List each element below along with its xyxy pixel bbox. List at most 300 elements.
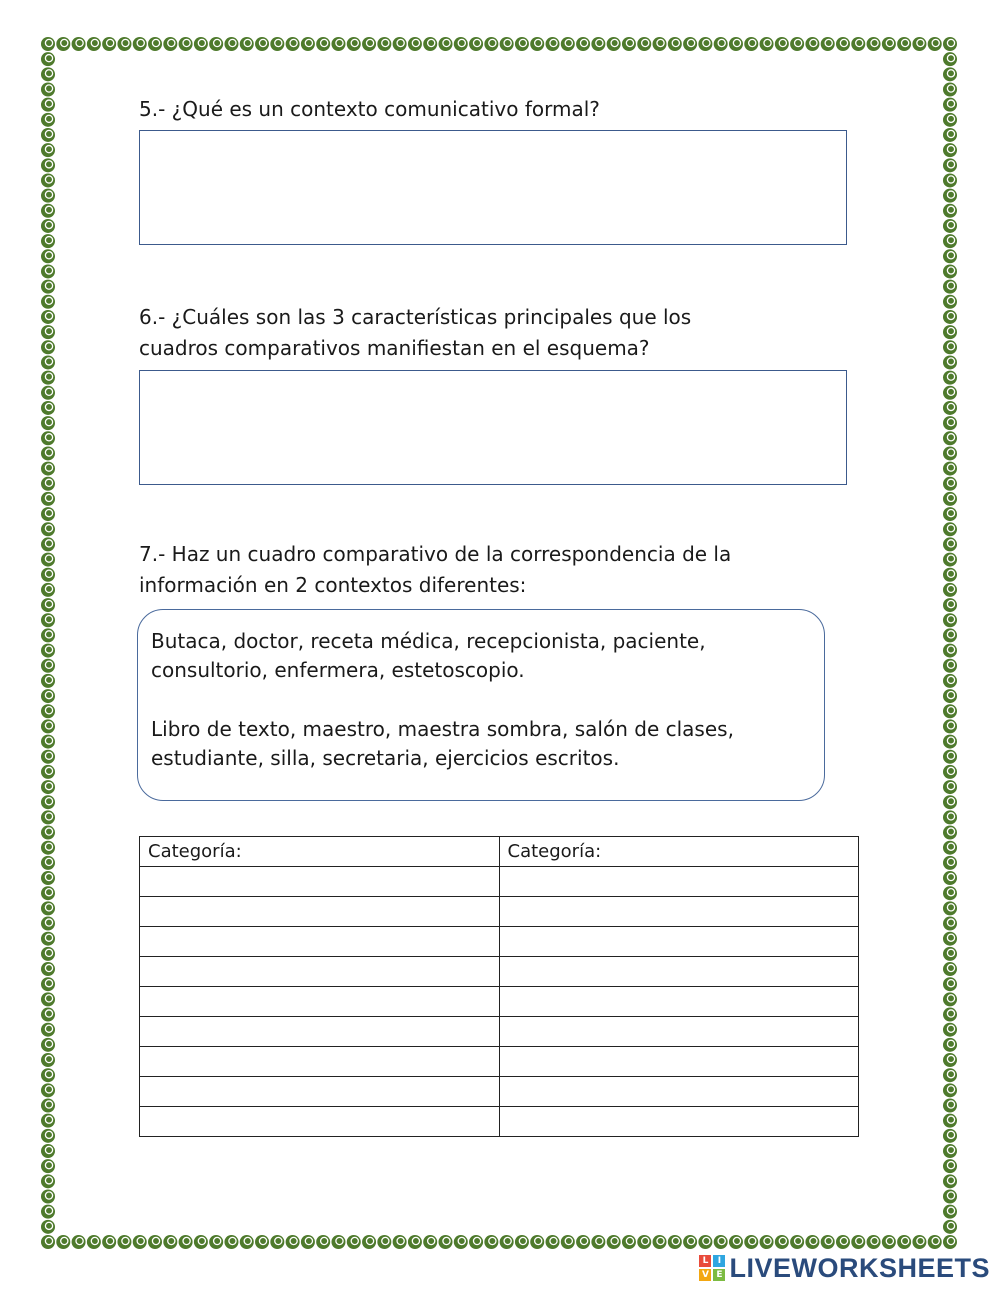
- border-swirl: [286, 37, 300, 51]
- logo-tile: I: [713, 1255, 725, 1267]
- border-swirl: [362, 37, 376, 51]
- border-swirl: [912, 37, 926, 51]
- border-swirl: [744, 37, 758, 51]
- logo-tile: E: [713, 1269, 725, 1281]
- border-swirl: [668, 37, 682, 51]
- border-swirl: [41, 128, 55, 142]
- border-swirl: [546, 37, 560, 51]
- border-swirl: [729, 37, 743, 51]
- border-swirl: [408, 37, 422, 51]
- table-cell-left[interactable]: [140, 1047, 500, 1077]
- border-swirl: [41, 143, 55, 157]
- border-swirl: [943, 871, 957, 885]
- border-swirl: [943, 143, 957, 157]
- border-swirl: [41, 810, 55, 824]
- border-swirl: [87, 1235, 101, 1249]
- border-swirl: [760, 1235, 774, 1249]
- table-row: [140, 1047, 859, 1077]
- border-swirl: [255, 37, 269, 51]
- border-swirl: [41, 1220, 55, 1234]
- logo-tile: L: [699, 1255, 711, 1267]
- border-swirl: [41, 1008, 55, 1022]
- border-swirl: [882, 37, 896, 51]
- border-swirl: [41, 340, 55, 354]
- border-swirl: [943, 219, 957, 233]
- border-swirl: [943, 477, 957, 491]
- border-swirl: [41, 583, 55, 597]
- border-swirl: [41, 1235, 55, 1249]
- border-swirl: [943, 1220, 957, 1234]
- border-swirl: [41, 750, 55, 764]
- border-swirl: [943, 1235, 957, 1249]
- border-swirl: [698, 37, 712, 51]
- border-swirl: [41, 628, 55, 642]
- border-swirl: [194, 37, 208, 51]
- border-swirl: [943, 704, 957, 718]
- border-swirl: [729, 1235, 743, 1249]
- border-swirl: [943, 234, 957, 248]
- border-swirl: [943, 1144, 957, 1158]
- table-cell-right[interactable]: [499, 1017, 859, 1047]
- border-swirl: [240, 1235, 254, 1249]
- border-swirl: [943, 158, 957, 172]
- border-swirl: [943, 204, 957, 218]
- comparison-table: [139, 836, 859, 1137]
- border-swirl: [943, 628, 957, 642]
- border-swirl: [41, 780, 55, 794]
- border-swirl: [882, 1235, 896, 1249]
- border-swirl: [943, 947, 957, 961]
- border-swirl: [41, 1205, 55, 1219]
- border-swirl: [622, 37, 636, 51]
- border-swirl: [943, 1190, 957, 1204]
- border-swirl: [41, 1129, 55, 1143]
- border-swirl: [943, 340, 957, 354]
- liveworksheets-logo-icon: [699, 1255, 725, 1281]
- border-swirl: [41, 1159, 55, 1173]
- word-bank-box: [137, 609, 825, 801]
- border-swirl: [744, 1235, 758, 1249]
- border-swirl: [943, 522, 957, 536]
- border-swirl: [41, 765, 55, 779]
- brand-name: LIVEWORKSHEETS: [729, 1252, 990, 1283]
- liveworksheets-watermark: [699, 1251, 990, 1285]
- border-swirl: [943, 598, 957, 612]
- question-6: [139, 302, 691, 364]
- border-swirl: [41, 249, 55, 263]
- border-swirl: [163, 37, 177, 51]
- border-swirl: [943, 264, 957, 278]
- border-swirl: [41, 719, 55, 733]
- border-swirl: [255, 1235, 269, 1249]
- table-cell-left[interactable]: [140, 867, 500, 897]
- table-row: [140, 1107, 859, 1137]
- border-swirl: [943, 613, 957, 627]
- table-row: [140, 987, 859, 1017]
- border-swirl: [41, 507, 55, 521]
- question-7-line-2: información en 2 contextos diferentes:: [139, 573, 527, 597]
- table-row: [140, 957, 859, 987]
- border-swirl: [347, 37, 361, 51]
- border-swirl: [224, 37, 238, 51]
- border-swirl: [41, 462, 55, 476]
- border-swirl: [41, 598, 55, 612]
- border-swirl: [41, 446, 55, 460]
- border-swirl: [607, 1235, 621, 1249]
- border-swirl: [179, 37, 193, 51]
- border-swirl: [393, 37, 407, 51]
- border-swirl: [41, 158, 55, 172]
- table-row: [140, 927, 859, 957]
- border-swirl: [943, 644, 957, 658]
- border-swirl: [943, 416, 957, 430]
- border-swirl: [117, 1235, 131, 1249]
- border-swirl: [41, 1099, 55, 1113]
- border-swirl: [377, 1235, 391, 1249]
- border-swirl: [224, 1235, 238, 1249]
- border-swirl: [41, 537, 55, 551]
- border-swirl: [943, 735, 957, 749]
- table-cell-left[interactable]: [140, 957, 500, 987]
- border-swirl: [576, 37, 590, 51]
- table-cell-left[interactable]: [140, 927, 500, 957]
- border-swirl: [530, 37, 544, 51]
- border-swirl: [41, 204, 55, 218]
- border-swirl: [41, 355, 55, 369]
- border-swirl: [943, 492, 957, 506]
- border-swirl: [41, 280, 55, 294]
- border-swirl: [943, 719, 957, 733]
- border-swirl: [41, 37, 55, 51]
- border-swirl: [41, 735, 55, 749]
- border-swirl: [683, 1235, 697, 1249]
- border-swirl: [805, 1235, 819, 1249]
- border-swirl: [943, 765, 957, 779]
- border-swirl: [454, 1235, 468, 1249]
- border-swirl: [943, 386, 957, 400]
- category-header-1: Categoría:: [140, 837, 500, 867]
- border-swirl: [821, 1235, 835, 1249]
- border-swirl: [41, 477, 55, 491]
- border-swirl: [133, 37, 147, 51]
- border-swirl: [867, 1235, 881, 1249]
- table-row: [140, 1077, 859, 1107]
- border-swirl: [653, 1235, 667, 1249]
- border-swirl: [102, 37, 116, 51]
- border-swirl: [41, 67, 55, 81]
- question-6-line-2: cuadros comparativos manifiestan en el esquema?: [139, 336, 650, 360]
- word-group-medical-line-2: consultorio, enfermera, estetoscopio.: [151, 658, 525, 682]
- border-swirl: [943, 1038, 957, 1052]
- border-swirl: [760, 37, 774, 51]
- border-swirl: [41, 264, 55, 278]
- border-swirl: [683, 37, 697, 51]
- border-swirl: [943, 128, 957, 142]
- border-swirl: [561, 37, 575, 51]
- border-swirl: [87, 37, 101, 51]
- border-swirl: [943, 977, 957, 991]
- border-swirl: [41, 992, 55, 1006]
- border-swirl: [41, 416, 55, 430]
- table-cell-left[interactable]: [140, 897, 500, 927]
- border-swirl: [209, 37, 223, 51]
- border-swirl: [41, 401, 55, 415]
- border-swirl: [943, 856, 957, 870]
- border-swirl: [41, 113, 55, 127]
- border-swirl: [316, 1235, 330, 1249]
- word-group-school: [151, 715, 824, 773]
- question-6-line-1: 6.- ¿Cuáles son las 3 características principales que los: [139, 305, 692, 329]
- border-swirl: [133, 1235, 147, 1249]
- border-swirl: [500, 1235, 514, 1249]
- border-swirl: [286, 1235, 300, 1249]
- border-swirl: [148, 37, 162, 51]
- answer-box-question-6[interactable]: [139, 370, 847, 485]
- border-swirl: [591, 1235, 605, 1249]
- border-swirl: [943, 52, 957, 66]
- border-swirl: [454, 37, 468, 51]
- border-swirl: [943, 1023, 957, 1037]
- border-swirl: [943, 689, 957, 703]
- border-swirl: [270, 1235, 284, 1249]
- border-swirl: [943, 1114, 957, 1128]
- border-swirl: [41, 886, 55, 900]
- border-swirl: [943, 553, 957, 567]
- border-swirl: [41, 1023, 55, 1037]
- table-row: [140, 897, 859, 927]
- border-swirl: [943, 962, 957, 976]
- border-swirl: [821, 37, 835, 51]
- border-swirl: [41, 674, 55, 688]
- table-cell-right[interactable]: [499, 1077, 859, 1107]
- border-swirl: [943, 98, 957, 112]
- border-swirl: [408, 1235, 422, 1249]
- border-swirl: [943, 82, 957, 96]
- logo-tile: V: [699, 1269, 711, 1281]
- border-swirl: [41, 871, 55, 885]
- border-swirl: [41, 932, 55, 946]
- border-swirl: [943, 750, 957, 764]
- border-swirl: [943, 826, 957, 840]
- border-swirl: [423, 37, 437, 51]
- border-swirl: [943, 886, 957, 900]
- border-swirl: [943, 568, 957, 582]
- border-swirl: [41, 1114, 55, 1128]
- border-swirl: [928, 1235, 942, 1249]
- border-swirl: [56, 1235, 70, 1249]
- border-swirl: [561, 1235, 575, 1249]
- border-swirl: [41, 659, 55, 673]
- table-row: [140, 1017, 859, 1047]
- border-swirl: [530, 1235, 544, 1249]
- border-swirl: [163, 1235, 177, 1249]
- border-swirl: [41, 826, 55, 840]
- border-swirl: [943, 901, 957, 915]
- border-swirl: [117, 37, 131, 51]
- border-swirl: [943, 401, 957, 415]
- table-cell-right[interactable]: [499, 867, 859, 897]
- word-group-medical: [151, 627, 824, 685]
- border-swirl: [41, 1068, 55, 1082]
- border-swirl: [943, 280, 957, 294]
- question-7: [139, 539, 731, 601]
- border-swirl: [943, 446, 957, 460]
- border-swirl: [943, 537, 957, 551]
- border-swirl: [41, 1053, 55, 1067]
- border-swirl: [41, 644, 55, 658]
- table-cell-left[interactable]: [140, 1017, 500, 1047]
- border-swirl: [943, 1099, 957, 1113]
- border-swirl: [943, 325, 957, 339]
- border-swirl: [240, 37, 254, 51]
- border-swirl: [41, 962, 55, 976]
- border-swirl: [438, 37, 452, 51]
- border-swirl: [943, 67, 957, 81]
- border-swirl: [943, 1129, 957, 1143]
- border-swirl: [41, 1038, 55, 1052]
- border-swirl: [41, 1190, 55, 1204]
- border-swirl: [943, 1008, 957, 1022]
- border-swirl: [41, 841, 55, 855]
- border-swirl: [500, 37, 514, 51]
- border-swirl: [775, 37, 789, 51]
- border-swirl: [515, 1235, 529, 1249]
- border-swirl: [41, 1083, 55, 1097]
- border-swirl: [912, 1235, 926, 1249]
- table-cell-right[interactable]: [499, 1107, 859, 1137]
- border-swirl: [41, 613, 55, 627]
- border-swirl: [897, 1235, 911, 1249]
- border-swirl: [775, 1235, 789, 1249]
- table-cell-left[interactable]: [140, 987, 500, 1017]
- table-row: [140, 867, 859, 897]
- border-swirl: [943, 355, 957, 369]
- border-swirl: [943, 1159, 957, 1173]
- border-swirl: [484, 37, 498, 51]
- border-swirl: [943, 841, 957, 855]
- border-swirl: [41, 295, 55, 309]
- border-swirl: [469, 37, 483, 51]
- table-cell-right[interactable]: [499, 957, 859, 987]
- border-swirl: [41, 310, 55, 324]
- border-swirl: [867, 37, 881, 51]
- border-swirl: [41, 1174, 55, 1188]
- border-swirl: [377, 37, 391, 51]
- border-swirl: [179, 1235, 193, 1249]
- border-swirl: [41, 689, 55, 703]
- border-swirl: [851, 37, 865, 51]
- border-swirl: [943, 1174, 957, 1188]
- border-swirl: [546, 1235, 560, 1249]
- border-swirl: [943, 173, 957, 187]
- border-swirl: [41, 917, 55, 931]
- border-swirl: [331, 1235, 345, 1249]
- border-swirl: [943, 1205, 957, 1219]
- border-swirl: [41, 52, 55, 66]
- border-swirl: [423, 1235, 437, 1249]
- question-7-line-1: 7.- Haz un cuadro comparativo de la correspondencia de la: [139, 542, 732, 566]
- answer-box-question-5[interactable]: [139, 130, 847, 245]
- border-swirl: [943, 583, 957, 597]
- border-swirl: [805, 37, 819, 51]
- border-swirl: [41, 1144, 55, 1158]
- border-swirl: [41, 492, 55, 506]
- border-swirl: [943, 1068, 957, 1082]
- border-swirl: [393, 1235, 407, 1249]
- border-swirl: [194, 1235, 208, 1249]
- border-swirl: [607, 37, 621, 51]
- border-swirl: [790, 1235, 804, 1249]
- border-swirl: [301, 37, 315, 51]
- border-swirl: [836, 37, 850, 51]
- word-group-medical-line-1: Butaca, doctor, receta médica, recepcionista, paciente,: [151, 629, 706, 653]
- border-swirl: [943, 113, 957, 127]
- border-swirl: [943, 462, 957, 476]
- border-swirl: [943, 932, 957, 946]
- border-swirl: [41, 704, 55, 718]
- table-cell-right[interactable]: [499, 897, 859, 927]
- border-swirl: [943, 310, 957, 324]
- border-swirl: [438, 1235, 452, 1249]
- border-swirl: [836, 1235, 850, 1249]
- border-swirl: [943, 37, 957, 51]
- border-swirl: [515, 37, 529, 51]
- border-swirl: [56, 37, 70, 51]
- table-cell-right[interactable]: [499, 1047, 859, 1077]
- border-swirl: [41, 568, 55, 582]
- border-swirl: [484, 1235, 498, 1249]
- border-swirl: [72, 1235, 86, 1249]
- border-swirl: [148, 1235, 162, 1249]
- category-header-2: Categoría:: [499, 837, 859, 867]
- border-swirl: [41, 173, 55, 187]
- border-swirl: [943, 431, 957, 445]
- border-swirl: [698, 1235, 712, 1249]
- border-swirl: [41, 325, 55, 339]
- border-swirl: [209, 1235, 223, 1249]
- border-swirl: [943, 659, 957, 673]
- border-swirl: [943, 992, 957, 1006]
- border-swirl: [41, 386, 55, 400]
- border-swirl: [331, 37, 345, 51]
- border-swirl: [943, 189, 957, 203]
- border-swirl: [943, 674, 957, 688]
- border-swirl: [943, 249, 957, 263]
- table-cell-left[interactable]: [140, 1077, 500, 1107]
- word-group-school-line-2: estudiante, silla, secretaria, ejercicios escritos.: [151, 746, 620, 770]
- table-cell-right[interactable]: [499, 927, 859, 957]
- border-swirl: [576, 1235, 590, 1249]
- border-swirl: [943, 371, 957, 385]
- border-swirl: [943, 1083, 957, 1097]
- border-swirl: [41, 553, 55, 567]
- border-swirl: [653, 37, 667, 51]
- border-swirl: [714, 1235, 728, 1249]
- table-cell-right[interactable]: [499, 987, 859, 1017]
- border-swirl: [469, 1235, 483, 1249]
- border-swirl: [41, 82, 55, 96]
- table-cell-left[interactable]: [140, 1107, 500, 1137]
- border-swirl: [347, 1235, 361, 1249]
- border-swirl: [943, 1053, 957, 1067]
- border-swirl: [41, 977, 55, 991]
- border-swirl: [41, 856, 55, 870]
- border-swirl: [41, 219, 55, 233]
- border-swirl: [102, 1235, 116, 1249]
- border-swirl: [943, 780, 957, 794]
- border-swirl: [637, 37, 651, 51]
- border-swirl: [897, 37, 911, 51]
